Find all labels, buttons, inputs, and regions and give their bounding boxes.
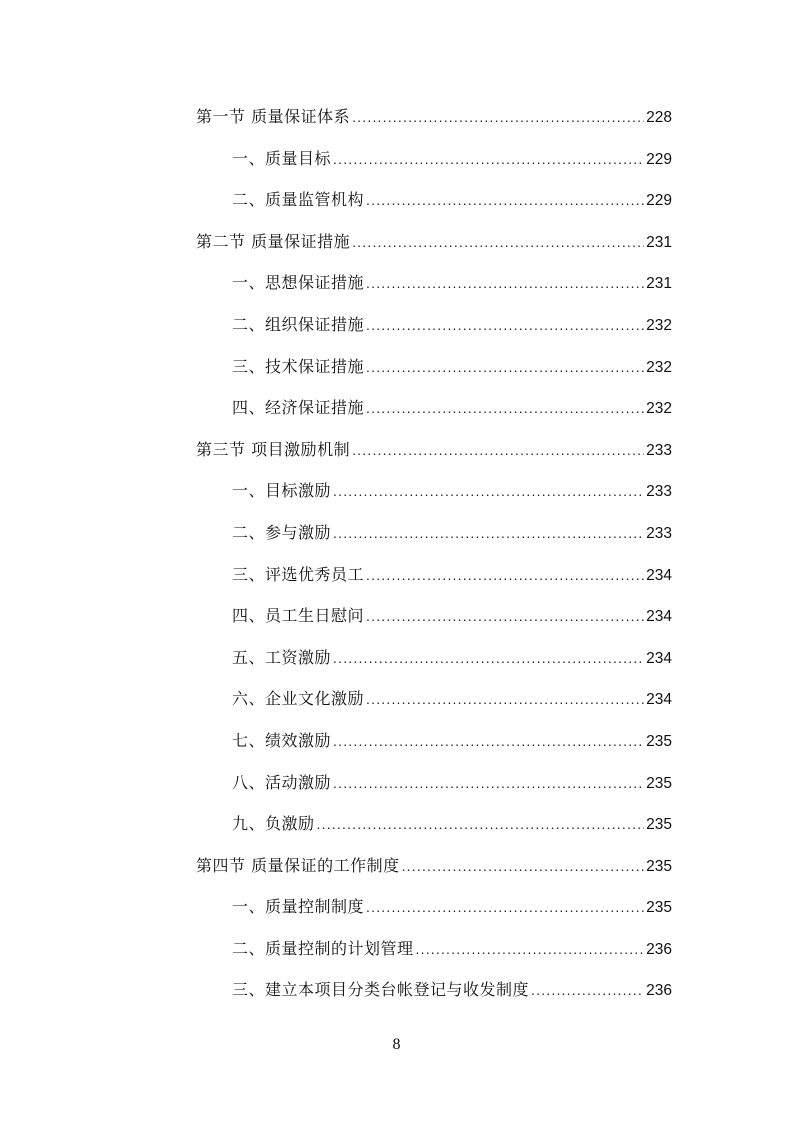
toc-entry-page: 228 (646, 109, 672, 126)
toc-entry-section[interactable] (196, 435, 672, 477)
toc-entry-subsection[interactable] (196, 560, 672, 602)
toc-entry-label: 六、企业文化激励 (232, 689, 365, 709)
toc-entry-page: 235 (646, 732, 672, 750)
toc-entry-subsection[interactable] (196, 476, 672, 518)
dot-leader (366, 393, 644, 423)
toc-entry-page: 235 (646, 857, 672, 875)
toc-entry-page: 234 (646, 649, 672, 667)
toc-entry-subsection[interactable] (196, 144, 672, 186)
dot-leader (333, 476, 644, 506)
toc-entry-label: 三、技术保证措施 (232, 356, 365, 376)
toc-entry-label: 七、绩效激励 (232, 730, 332, 750)
toc-entry-label: 第三节 项目激励机制 (196, 439, 351, 459)
dot-leader (366, 310, 644, 340)
toc-entry-subsection[interactable] (196, 352, 672, 394)
toc-entry-page: 233 (646, 483, 672, 501)
toc-entry-subsection[interactable] (196, 684, 672, 726)
dot-leader (366, 560, 644, 590)
toc-entry-subsection[interactable] (196, 393, 672, 435)
toc-entry-page: 232 (646, 358, 672, 376)
toc-entry-section[interactable] (196, 102, 672, 144)
toc-entry-label: 四、员工生日慰问 (232, 606, 365, 626)
dot-leader (366, 352, 644, 382)
toc-entry-label: 二、参与激励 (232, 522, 332, 542)
dot-leader (333, 726, 644, 756)
dot-leader (352, 435, 644, 465)
toc-entry-label: 四、经济保证措施 (232, 398, 365, 418)
toc-entry-page: 235 (646, 816, 672, 834)
dot-leader (402, 851, 645, 881)
toc-entry-page: 231 (646, 233, 672, 251)
toc-entry-label: 二、质量监管机构 (232, 190, 365, 210)
toc-entry-subsection[interactable] (196, 892, 672, 934)
dot-leader (531, 975, 644, 1005)
dot-leader (366, 684, 644, 714)
toc-entry-label: 三、建立本项目分类台帐登记与收发制度 (232, 980, 530, 1000)
dot-leader (333, 768, 644, 798)
toc-entry-label: 一、思想保证措施 (232, 273, 365, 293)
dot-leader (333, 518, 644, 548)
toc-entry-label: 第二节 质量保证措施 (196, 231, 351, 251)
toc-entry-subsection[interactable] (196, 726, 672, 768)
toc-entry-page: 233 (646, 524, 672, 542)
toc-entry-subsection[interactable] (196, 601, 672, 643)
dot-leader (333, 643, 644, 673)
toc-entry-page: 234 (646, 608, 672, 626)
toc-entry-subsection[interactable] (196, 268, 672, 310)
toc-entry-label: 一、质量目标 (232, 148, 332, 168)
toc-entry-page: 229 (646, 192, 672, 210)
toc-entry-label: 五、工资激励 (232, 647, 332, 667)
toc-entry-page: 229 (646, 150, 672, 168)
toc-entry-label: 九、负激励 (232, 814, 315, 834)
toc-entry-subsection[interactable] (196, 809, 672, 851)
toc-entry-subsection[interactable] (196, 934, 672, 976)
toc-entry-subsection[interactable] (196, 643, 672, 685)
toc-entry-page: 232 (646, 400, 672, 418)
toc-entry-label: 第四节 质量保证的工作制度 (196, 855, 400, 875)
toc-entry-label: 第一节 质量保证体系 (196, 107, 351, 126)
toc-entry-subsection[interactable] (196, 975, 672, 1017)
toc-entry-label: 三、评选优秀员工 (232, 564, 365, 584)
toc-entry-page: 233 (646, 441, 672, 459)
dot-leader (333, 144, 644, 174)
toc-entry-subsection[interactable] (196, 185, 672, 227)
dot-leader (317, 809, 645, 839)
toc-entry-page: 234 (646, 566, 672, 584)
page-number: 8 (392, 1036, 401, 1053)
toc-entry-page: 235 (646, 899, 672, 917)
table-of-contents (196, 102, 672, 1017)
toc-entry-page: 234 (646, 691, 672, 709)
dot-leader (366, 601, 644, 631)
dot-leader (366, 892, 644, 922)
dot-leader (416, 934, 645, 964)
toc-entry-section[interactable] (196, 227, 672, 269)
toc-entry-label: 一、质量控制制度 (232, 897, 365, 917)
dot-leader (352, 102, 644, 132)
toc-entry-page: 232 (646, 316, 672, 334)
toc-entry-page: 236 (646, 940, 672, 958)
toc-entry-page: 231 (646, 275, 672, 293)
dot-leader (352, 227, 644, 257)
toc-entry-subsection[interactable] (196, 518, 672, 560)
dot-leader (366, 185, 644, 215)
toc-entry-label: 二、质量控制的计划管理 (232, 938, 414, 958)
toc-entry-label: 二、组织保证措施 (232, 314, 365, 334)
toc-entry-subsection[interactable] (196, 310, 672, 352)
toc-entry-label: 八、活动激励 (232, 772, 332, 792)
toc-entry-page: 235 (646, 774, 672, 792)
toc-entry-section[interactable] (196, 851, 672, 893)
dot-leader (366, 268, 644, 298)
toc-entry-page: 236 (646, 982, 672, 1000)
toc-entry-label: 一、目标激励 (232, 481, 332, 501)
toc-entry-subsection[interactable] (196, 768, 672, 810)
